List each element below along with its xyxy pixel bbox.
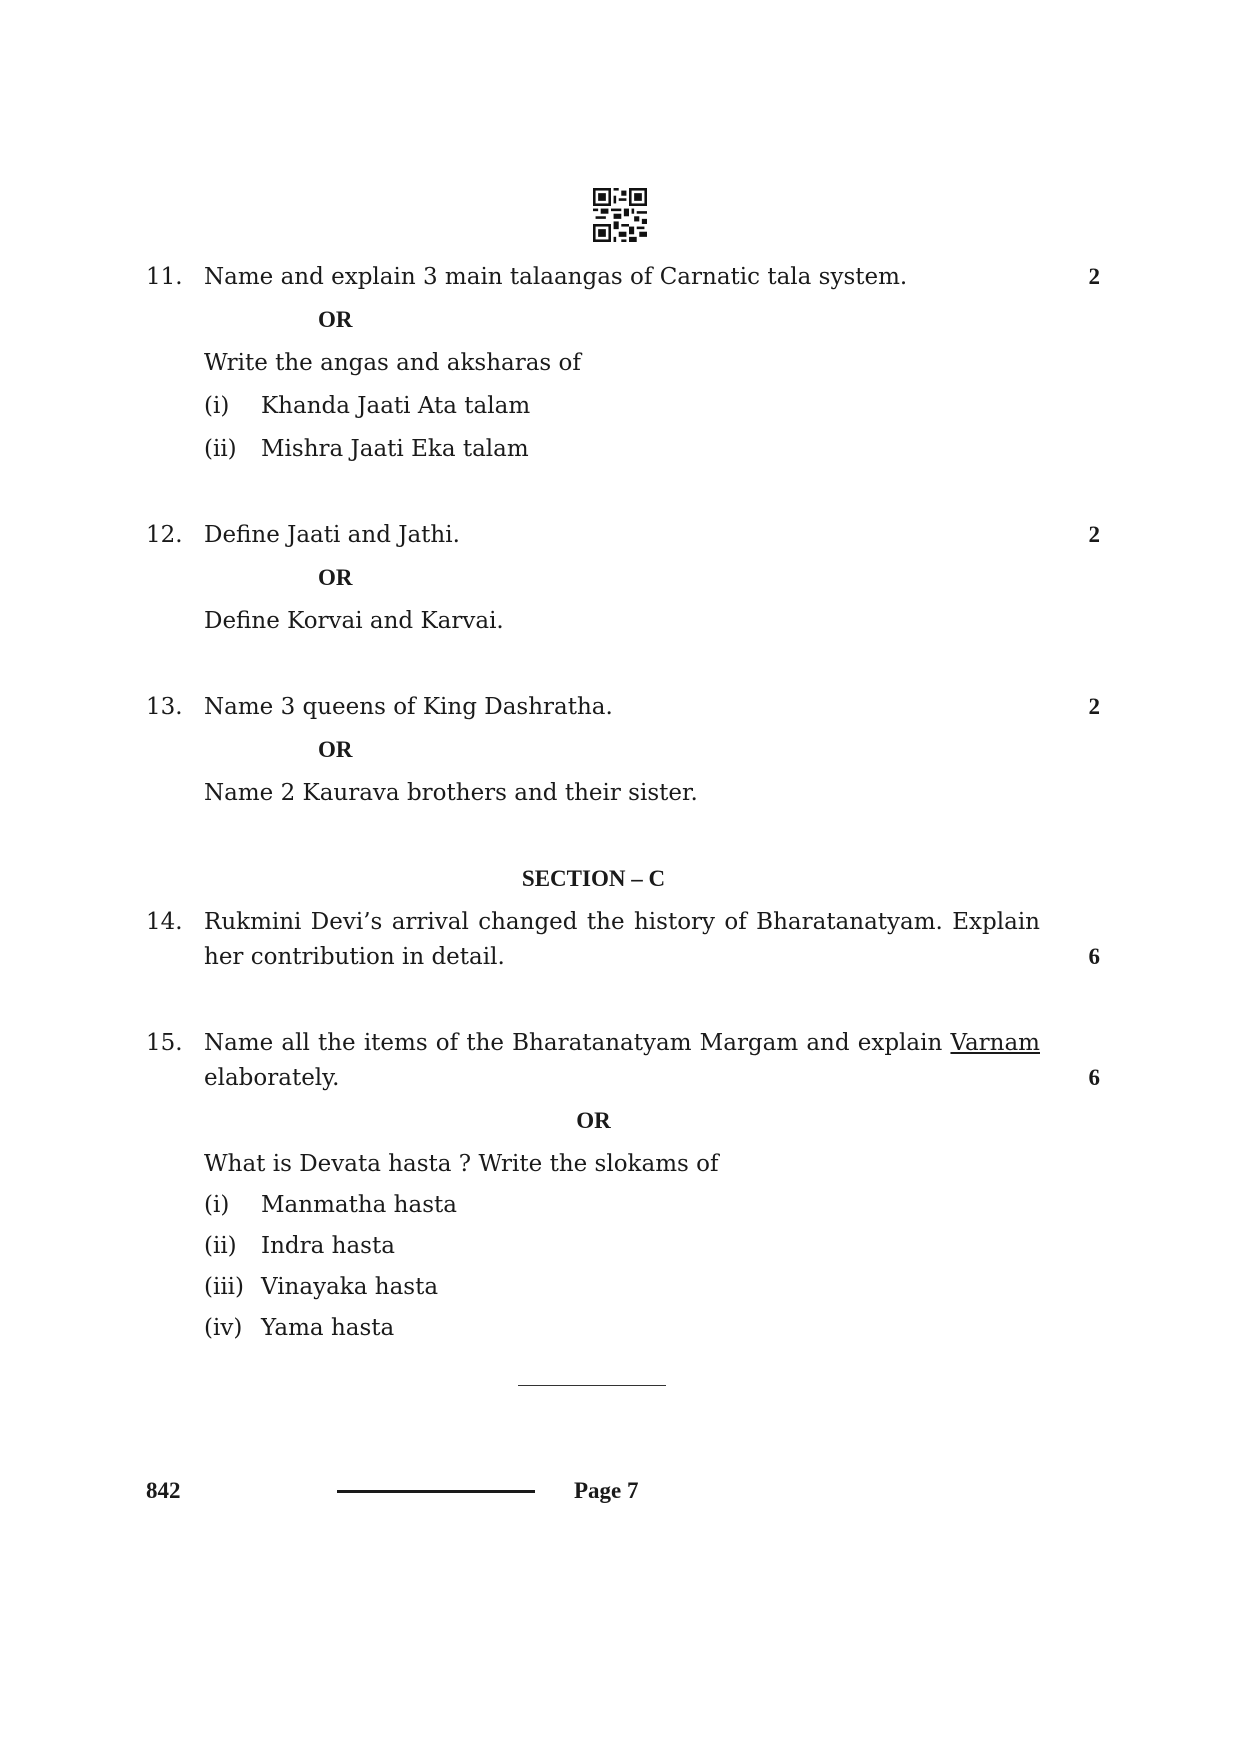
alternative-question: What is Devata hasta ? Write the slokams of [204, 1151, 719, 1177]
or-label: OR [318, 565, 353, 590]
qr-code-icon [593, 188, 647, 242]
underlined-term: Varnam [950, 1030, 1040, 1056]
question-number: 12. [146, 522, 183, 548]
alternative-question: Write the angas and aksharas of [204, 350, 581, 376]
alternative-question: Define Korvai and Karvai. [204, 608, 504, 634]
question-number: 15. [146, 1030, 183, 1056]
or-label: OR [318, 737, 353, 762]
sub-item-text: Yama hasta [261, 1315, 395, 1341]
sub-item-text: Mishra Jaati Eka talam [261, 436, 529, 462]
footer-rule [337, 1490, 535, 1493]
marks: 2 [1088, 694, 1100, 719]
question-text-line: elaborately. [204, 1065, 340, 1091]
end-divider [518, 1385, 666, 1386]
question-text-line: her contribution in detail. [204, 944, 505, 970]
marks: 2 [1088, 522, 1100, 547]
sub-item-text: Manmatha hasta [261, 1192, 457, 1218]
question-text: Name 3 queens of King Dashratha. [204, 694, 613, 720]
alternative-question: Name 2 Kaurava brothers and their sister. [204, 780, 698, 806]
sub-item-numeral: (i) [204, 1192, 230, 1218]
sub-item-numeral: (iii) [204, 1274, 245, 1300]
question-text-line [204, 1028, 1040, 1058]
sub-item-text: Khanda Jaati Ata talam [261, 393, 531, 419]
marks: 6 [1088, 1065, 1100, 1090]
question-number: 13. [146, 694, 183, 720]
sub-item-text: Vinayaka hasta [261, 1274, 439, 1300]
page-number: Page 7 [574, 1478, 639, 1503]
question-text-line: Rukmini Devi’s arrival changed the history of Bharatanatyam. Explain [204, 909, 1040, 935]
sub-item-numeral: (i) [204, 393, 230, 419]
question-number: 11. [146, 264, 183, 290]
section-heading: SECTION – C [521, 866, 666, 891]
sub-item-numeral: (ii) [204, 1233, 237, 1259]
marks: 2 [1088, 264, 1100, 289]
paper-code: 842 [146, 1478, 181, 1503]
question-number: 14. [146, 909, 183, 935]
or-label: OR [318, 307, 353, 332]
question-text: Define Jaati and Jathi. [204, 522, 460, 548]
or-label: OR [576, 1108, 611, 1133]
question-text-part: Name all the items of the Bharatanatyam Margam and explain [204, 1030, 951, 1056]
sub-item-text: Indra hasta [261, 1233, 395, 1259]
marks: 6 [1088, 944, 1100, 969]
sub-item-numeral: (ii) [204, 436, 237, 462]
sub-item-numeral: (iv) [204, 1315, 243, 1341]
question-text: Name and explain 3 main talaangas of Carnatic tala system. [204, 264, 908, 290]
